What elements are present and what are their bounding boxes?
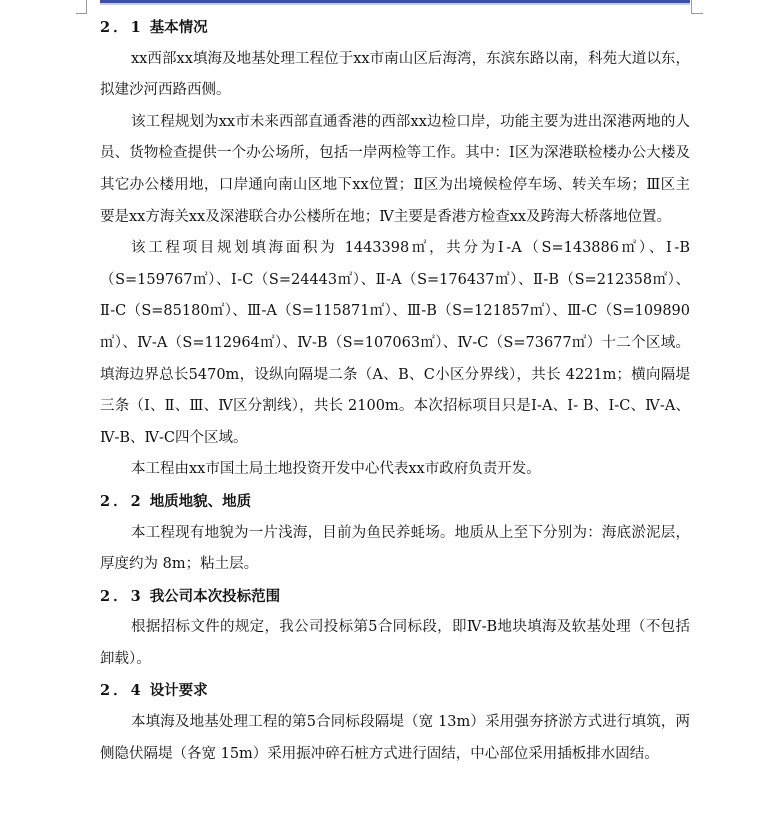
- section-title: 我公司本次投标范围: [149, 587, 281, 605]
- section-number: 2．2: [100, 492, 144, 510]
- paragraph: 该工程规划为xx市未来西部直通香港的西部xx边检口岸，功能主要为进出深港两地的人员、货物检查提供一个办公场所，包括一岸两检等工作。其中：Ⅰ区为深港联检楼办公大楼及其它办公楼用地，口岸通向南山区地下xx位置；Ⅱ区为出境候检停车场、转关车场；Ⅲ区主要是xx方海关xx及深港联合办公楼所在地；Ⅳ主要是香港方检查xx及跨海大桥落地位置。: [100, 113, 690, 225]
- margin-corner-mark-left-h: [76, 13, 87, 14]
- section-number: 2．1: [100, 19, 144, 36]
- paragraph: 本填海及地基处理工程的第5合同标段隔堤（宽 13m）采用强夯挤淤方式进行填筑，两侧隐伏隔堤（各宽 15m）采用振冲碎石桩方式进行固结，中心部位采用插板排水固结。: [100, 714, 690, 762]
- section-number: 2．3: [100, 587, 144, 605]
- paragraph: xx西部xx填海及地基处理工程位于xx市南山区后海湾，东滨东路以南，科苑大道以东，拟建沙河西路西侧。: [100, 50, 690, 99]
- section-title: 地质地貌、地质: [149, 492, 252, 510]
- section-heading: [100, 581, 690, 613]
- paragraph: 本工程现有地貌为一片浅海，目前为鱼民养蚝场。地质从上至下分别为：海底淤泥层，厚度约为 8m；粘土层。: [100, 524, 690, 573]
- document-body: [100, 12, 690, 770]
- section-title: 基本情况: [149, 19, 208, 36]
- top-border-light: [100, 3, 690, 5]
- margin-corner-mark-right: [691, 0, 692, 14]
- section-heading: [100, 675, 690, 707]
- paragraph: 该工程项目规划填海面积为 1443398㎡，共分为Ⅰ-A（S=143886㎡）、Ⅰ-B（S=159767㎡）、Ⅰ-C（S=24443㎡）、Ⅱ-A（S=176437㎡）、Ⅱ-B（S=212358㎡）、Ⅱ-C（S=85180㎡）、Ⅲ-A（S=115871㎡）、Ⅲ-B（S=121857㎡）、Ⅲ-C（S=109890㎡）、Ⅳ-A（S=112964㎡）、Ⅳ-B（S=107063㎡）、Ⅳ-C（S=73677㎡）十二个区域。填海边界总长5470m，设纵向隔堤二条（A、B、C小区分界线），共长 4221m；横向隔堤三条（Ⅰ、Ⅱ、Ⅲ、Ⅳ区分割线），共长 2100m。本次招标项目只是Ⅰ-A、Ⅰ- B、Ⅰ-C、Ⅳ-A、Ⅳ-B、Ⅳ-C四个区域。: [100, 240, 690, 446]
- section-title: 设计要求: [149, 682, 208, 700]
- paragraph: 根据招标文件的规定，我公司投标第5合同标段，即Ⅳ-B地块填海及软基处理（不包括卸载）。: [100, 619, 690, 667]
- margin-corner-mark-left: [86, 0, 87, 14]
- page-top-border: [100, 0, 690, 6]
- margin-corner-mark-right-h: [691, 13, 703, 14]
- section-heading: [100, 486, 690, 518]
- section-heading: [100, 12, 690, 44]
- paragraph: 本工程由xx市国土局土地投资开发中心代表xx市政府负责开发。: [131, 461, 541, 478]
- section-number: 2．4: [100, 682, 144, 700]
